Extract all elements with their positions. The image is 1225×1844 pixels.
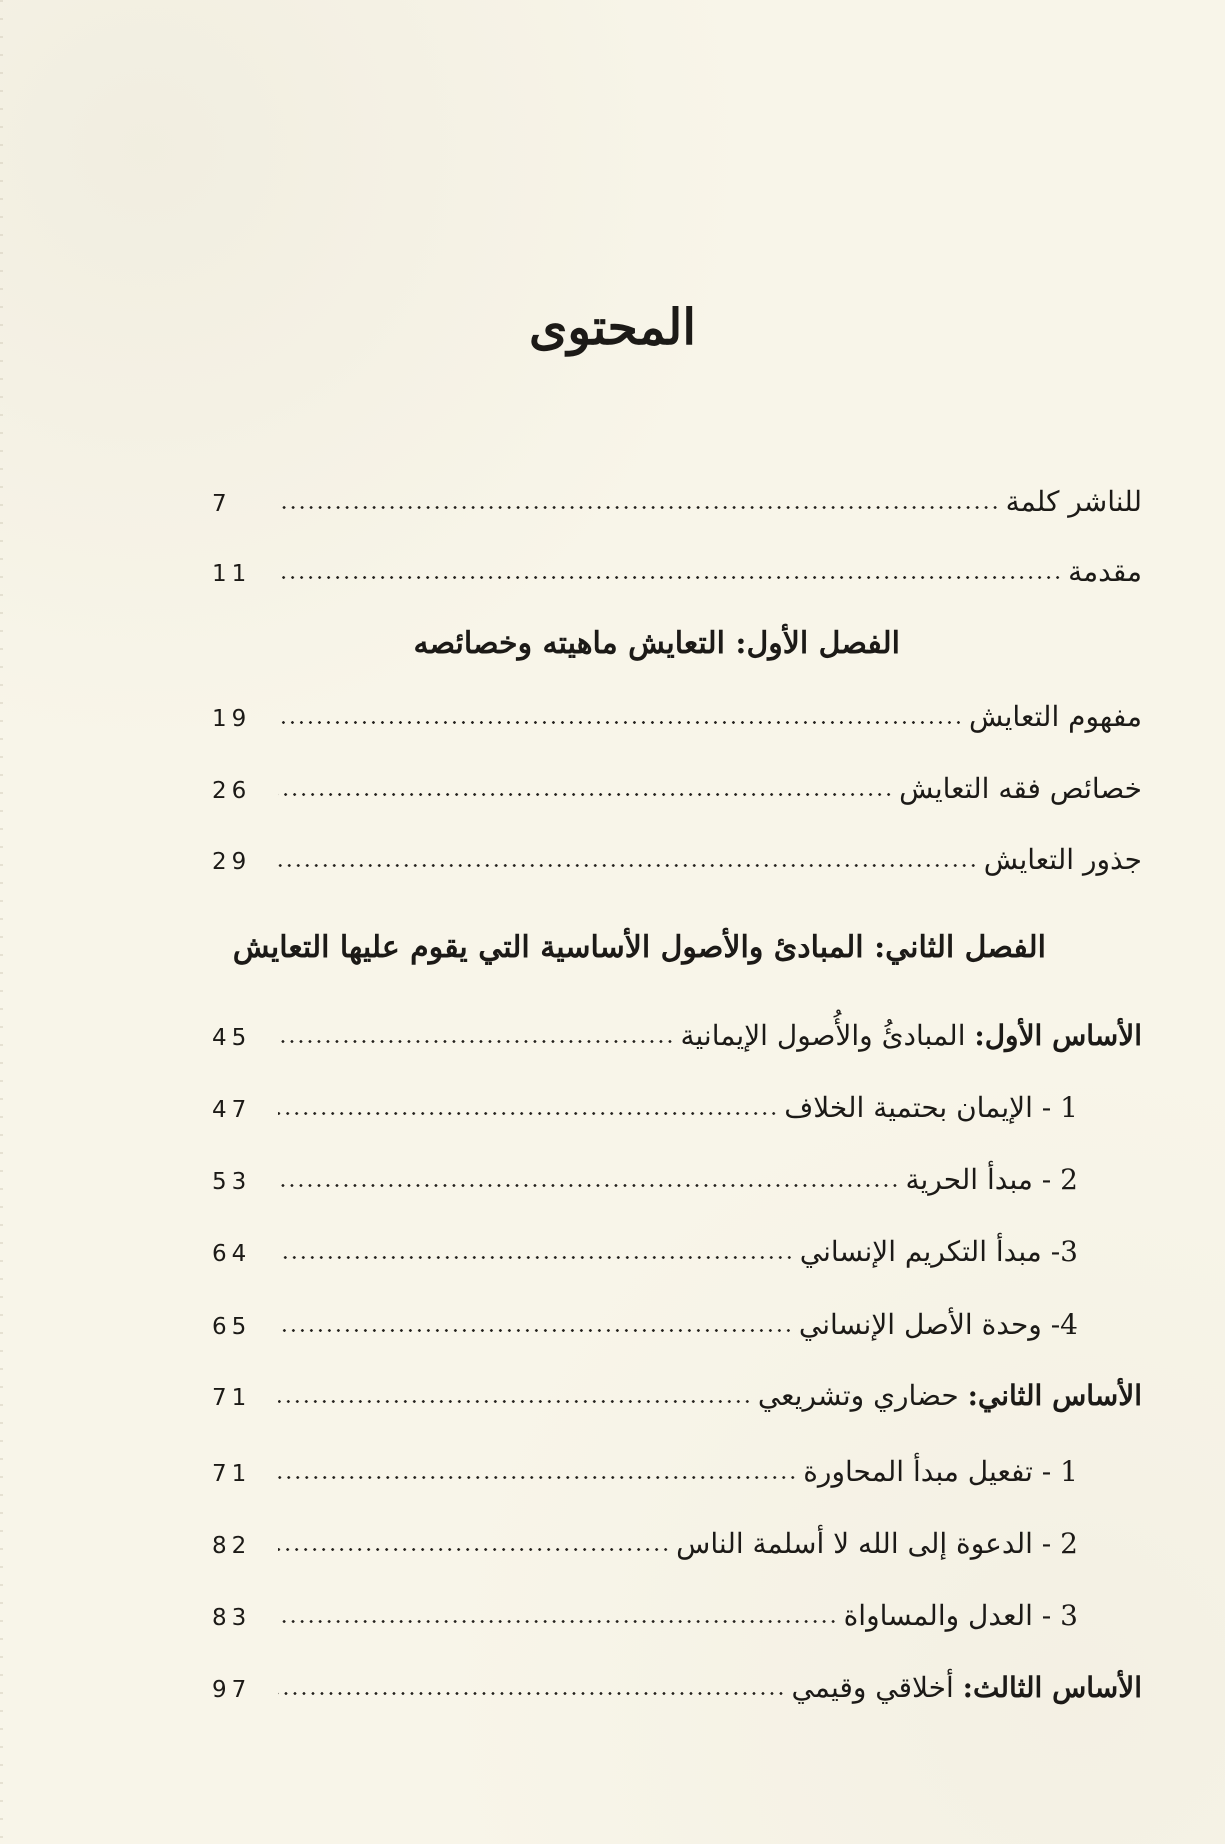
chapter-two-heading: الفصل الثاني: المبادئ والأصول الأساسية التي يقوم عليها التعايش (232, 930, 1046, 965)
toc-page-number: 71 (212, 1385, 252, 1411)
toc-subentry-calling-to-god (212, 1522, 1078, 1566)
dot-leader (278, 1097, 778, 1117)
toc-page-number: 26 (212, 778, 252, 804)
toc-entry-coexistence-roots (212, 838, 1142, 882)
dot-leader (278, 1605, 838, 1625)
toc-page-number: 65 (212, 1314, 252, 1340)
foundation-title: الأساس الأول: (974, 1019, 1142, 1052)
dot-leader (278, 1461, 797, 1481)
toc-subentry-label: 3- مبدأ التكريم الإنساني (799, 1235, 1078, 1268)
dot-leader (278, 1025, 674, 1045)
toc-entry-label: مقدمة (1068, 555, 1142, 588)
toc-entry-coexistence-features (212, 767, 1142, 811)
foundation-title: الأساس الثالث: (962, 1671, 1142, 1704)
toc-subentry-label: 4- وحدة الأصل الإنساني (798, 1308, 1078, 1341)
toc-subentry-label: 2 - مبدأ الحرية (905, 1163, 1078, 1196)
toc-entry-label: جذور التعايش (983, 843, 1142, 876)
page-edge (0, 0, 3, 1844)
toc-entry-second-foundation (212, 1374, 1142, 1418)
toc-page-number: 82 (212, 1533, 252, 1559)
toc-entry-publisher-note (212, 480, 1142, 524)
toc-subentry-human-dignity (212, 1230, 1078, 1274)
toc-entry-label: خصائص فقه التعايش (899, 772, 1142, 805)
toc-page-number: 7 (212, 491, 232, 517)
toc-subentry-freedom-principle (212, 1158, 1078, 1202)
toc-page-number: 47 (212, 1097, 252, 1123)
toc-entry-label (680, 1014, 1142, 1058)
toc-entry-label: للناشر كلمة (1005, 485, 1142, 518)
foundation-description: أخلاقي وقيمي (791, 1671, 963, 1704)
toc-subentry-dialogue (212, 1450, 1078, 1494)
toc-subentry-human-origin-unity (212, 1303, 1078, 1347)
toc-page-number: 64 (212, 1241, 252, 1267)
toc-entry-third-foundation (212, 1666, 1142, 1710)
dot-leader (278, 778, 893, 798)
foundation-description: المبادئُ والأُصول الإيمانية (680, 1019, 975, 1052)
toc-page-number: 45 (212, 1025, 252, 1051)
toc-subentry-label: 3 - العدل والمساواة (843, 1599, 1078, 1632)
toc-subentry-label: 2 - الدعوة إلى الله لا أسلمة الناس (676, 1527, 1078, 1560)
toc-subentry-inevitability-of-difference (212, 1086, 1078, 1130)
dot-leader (278, 1385, 752, 1405)
dot-leader (278, 1677, 785, 1697)
toc-subentry-label: 1 - تفعيل مبدأ المحاورة (803, 1455, 1078, 1488)
dot-leader (278, 1241, 794, 1261)
foundation-title: الأساس الثاني: (967, 1379, 1142, 1412)
dot-leader (278, 561, 1062, 581)
toc-entry-label (758, 1374, 1142, 1418)
toc-page-number: 29 (212, 849, 252, 875)
page-title: المحتوى (529, 298, 696, 356)
toc-page-number: 11 (212, 561, 252, 587)
foundation-description: حضاري وتشريعي (757, 1379, 968, 1412)
dot-leader (278, 1169, 899, 1189)
chapter-one-heading: الفصل الأول: التعايش ماهيته وخصائصه (413, 626, 900, 661)
dot-leader (278, 1314, 793, 1334)
toc-entry-label: مفهوم التعايش (968, 700, 1142, 733)
toc-subentry-justice-equality (212, 1594, 1078, 1638)
toc-entry-label (791, 1666, 1142, 1710)
toc-page-number: 71 (212, 1461, 252, 1487)
toc-subentry-label: 1 - الإيمان بحتمية الخلاف (784, 1091, 1078, 1124)
toc-page-number: 19 (212, 706, 252, 732)
toc-page-number: 53 (212, 1169, 252, 1195)
dot-leader (278, 849, 978, 869)
toc-page-number: 83 (212, 1605, 252, 1631)
toc-entry-first-foundation (212, 1014, 1142, 1058)
toc-page-number: 97 (212, 1677, 252, 1703)
dot-leader (278, 706, 963, 726)
toc-entry-introduction (212, 550, 1142, 594)
dot-leader (278, 491, 1000, 511)
toc-entry-coexistence-concept (212, 695, 1142, 739)
dot-leader (278, 1533, 670, 1553)
